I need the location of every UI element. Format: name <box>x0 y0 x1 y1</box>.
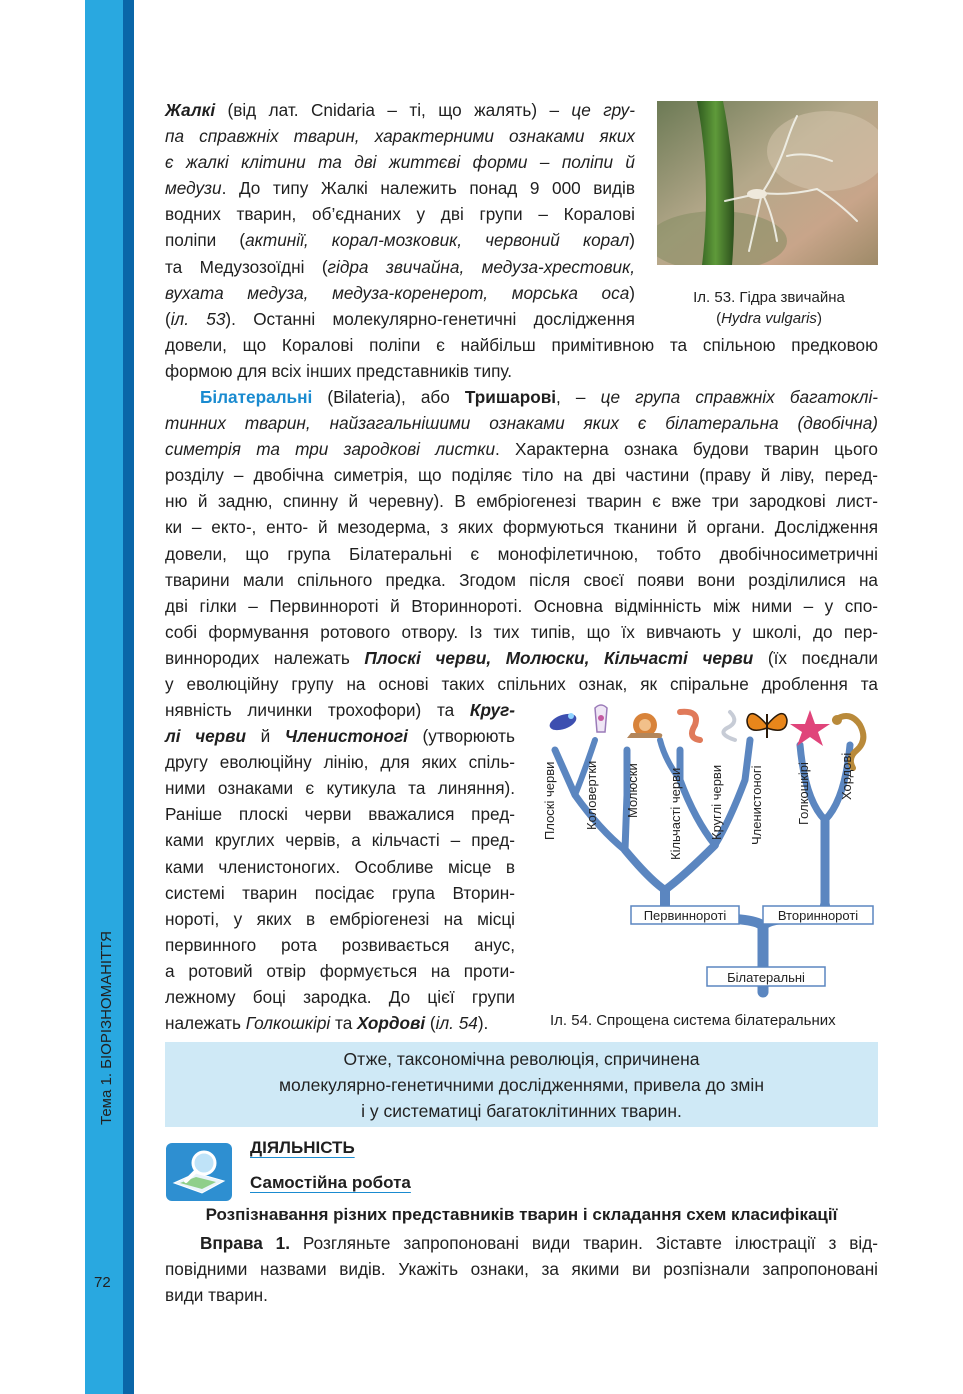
text-line: нороті, у яких в ембріогенезі на місці <box>165 908 515 929</box>
text-line: лі черви й Членистоногі (утворюють <box>165 726 515 747</box>
taxon-label: Плоскі черви <box>542 761 557 840</box>
text-line: довели, що група Білатеральні є монофілетичною, тобто двобічносиметричні <box>165 543 878 564</box>
flatworm-icon <box>547 711 578 734</box>
page-edge-stripe <box>85 0 123 1394</box>
text-line: ками членистоногих. Особливе місце в <box>165 856 515 877</box>
summary-line: і у систематиці багатоклітинних тварин. <box>361 1101 682 1121</box>
text-line: поліпи (актинії, корал-мозковик, червоний корал) <box>165 230 635 251</box>
text-line: Вправа 1. Розгляньте запропоновані види тварин. Зіставте ілюстрації з від- <box>200 1233 878 1253</box>
summary-line: Отже, таксономічна революція, спричинена <box>343 1049 700 1069</box>
text-line: та Медузозоїдні (гідра звичайна, медуза-хрестовик, <box>165 256 635 277</box>
text-line: ними ознаками є кутикула та линяння). <box>165 778 515 799</box>
text-line: Жалкі (від лат. Cnidaria – ті, що жалять) – це гру- <box>165 100 635 120</box>
text-line: розділу – двобічна симетрія, що поділяє тіло на дві частини (праву й ліву, перед- <box>165 465 878 486</box>
text-line: ками круглих червів, а кільчасті – пред- <box>165 830 515 851</box>
taxon-label: Круглі черви <box>709 764 724 840</box>
activity-heading: ДІЯЛЬНІСТЬ <box>250 1138 355 1157</box>
earthworm-icon <box>680 712 700 740</box>
text-line: а ротовий отвір формується на проти- <box>165 960 515 981</box>
text-line: вухата медуза, медуза-коренерот, морська оса) <box>165 282 635 303</box>
text-line: тварини мали спільного предка. Згодом після своєї появи вони розділилися на <box>165 569 878 590</box>
text-line: па справжніх тварин, характерними ознаками яких <box>165 126 635 147</box>
chapter-title: Тема 1. БІОРІЗНОМАНІТТЯ <box>98 931 115 1125</box>
text-line: водних тварин, об’єднаних у дві групи – Коралові <box>165 204 635 225</box>
rotifer-icon <box>595 705 607 732</box>
text-line: повідними назвами видів. Укажіть ознаки, за якими ви розпізнали запропоновані <box>165 1259 878 1280</box>
text-line: нявність личинки трохофори) та Круг- <box>165 700 515 720</box>
root-label-bilateria <box>707 967 825 986</box>
butterfly-icon <box>747 714 787 738</box>
taxon-label: Молюски <box>625 763 640 818</box>
taxon-label: Кільчасті черви <box>668 767 683 860</box>
taxon-label: Членистоногі <box>749 765 764 845</box>
taxon-label: Хордові <box>839 752 854 800</box>
group-label-protostomes <box>631 906 739 924</box>
text-line: ки – екто-, енто- й мезодерма, з яких формуються тканини й органи. Дослідження <box>165 517 878 538</box>
page-number: 72 <box>94 1274 111 1291</box>
task-title: Розпізнавання різних представників тварин і складання схем класифікації <box>205 1205 838 1224</box>
text-line: другу еволюційну лінію, для яких спіль- <box>165 752 515 773</box>
summary-box <box>165 1042 878 1127</box>
text-line: види тварин. <box>165 1285 268 1306</box>
exercise-1 <box>165 1230 878 1308</box>
text-line: Білатеральні (Bilateria), або Тришарові, – це група справжніх багатоклі- <box>200 387 878 407</box>
text-line: тинних тварин, найзагальнішими ознаками яких є білатеральна (двобічна) <box>165 413 878 434</box>
summary-line: молекулярно-генетичними дослідженнями, привела до змін <box>279 1075 764 1095</box>
text-line: собі формування ротового отвору. Із тих типів, що їх вивчають у школі, до пер- <box>165 621 878 642</box>
paragraph-cnidaria <box>165 97 635 332</box>
text-line: лежному боці зародка. До цієї групи <box>165 987 515 1008</box>
text-line: Раніше плоскі черви вважалися пред- <box>165 804 515 825</box>
figure-54-caption: Іл. 54. Спрощена система білатеральних <box>550 1012 836 1029</box>
paragraph-protostomes <box>165 697 515 1036</box>
text-line: у еволюційну групу на основі таких спільних ознак, як спіральне дроблення та <box>165 674 878 695</box>
svg-text:Білатеральні: Білатеральні <box>727 970 805 985</box>
page-edge-stripe-dark <box>123 0 134 1394</box>
text-line: формою для всіх інших представників типу. <box>165 361 513 382</box>
taxon-label: Коловертки <box>584 760 599 830</box>
activity-subheading: Самостійна робота <box>250 1173 411 1192</box>
text-line: первинного рота розвивається анус, <box>165 934 515 955</box>
paragraph-bilateria <box>165 384 878 697</box>
svg-text:Первинноротi: Первинноротi <box>643 908 727 923</box>
figure-53-caption: Іл. 53. Гідра звичайна (Hydra vulgaris) <box>693 289 845 327</box>
magnifier-map-icon <box>166 1143 232 1201</box>
text-line: (іл. 53). Останні молекулярно-генетичні дослідження <box>165 308 635 329</box>
text-line: ню й задню, спинну й черевну). В ембріогенезі тварин є вже три зародкові лист- <box>165 491 878 512</box>
text-line: симетрія та три зародкові листки. Характерна ознака будови тварин цього <box>165 439 878 460</box>
text-line: належать Голкошкірі та Хордові (іл. 54). <box>165 1013 489 1034</box>
snail-icon <box>627 713 662 738</box>
text-line: довели, що Коралові поліпи є найбільш примітивною та спільною предковою <box>165 335 878 355</box>
text-line: медузи. До типу Жалкі належить понад 9 000 видів <box>165 178 635 199</box>
roundworm-icon <box>723 712 735 740</box>
starfish-icon <box>790 710 830 746</box>
paragraph-cnidaria-cont <box>165 332 878 384</box>
taxon-label: Голкошкірі <box>796 762 811 825</box>
hydra-photo <box>657 101 878 265</box>
phylogenetic-tree <box>535 700 885 1005</box>
text-line: дві гілки – Первиннороті й Вториннороті. Основна відмінність між ними – у спо- <box>165 595 878 616</box>
group-label-deuterostomes <box>763 906 873 924</box>
text-line: виннородих належать Плоскі черви, Молюски, Кільчасті черви (їх поєднали <box>165 647 878 668</box>
svg-text:Вториннороті: Вториннороті <box>777 908 859 923</box>
text-line: системі тварин посідає група Вторин- <box>165 882 515 903</box>
text-line: є жалкі клітини та дві життєві форми – поліпи й <box>165 152 635 173</box>
